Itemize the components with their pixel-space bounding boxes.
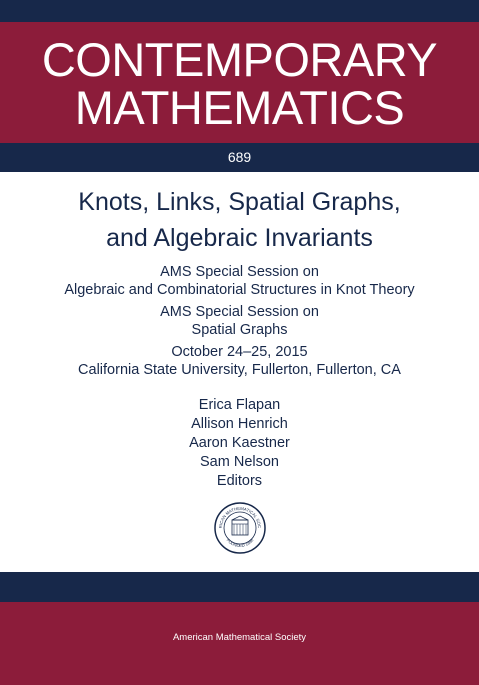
session2-heading: AMS Special Session on [160,304,319,320]
publisher-name: American Mathematical Society [172,632,307,643]
svg-text:AMERICAN MATHEMATICAL SOCIETY: RICAN MATHEMATICAL SOC [217,505,263,529]
event-dates: October 24–25, 2015 [171,344,308,360]
svg-text:FOUNDED 1888: FOUNDED 1888 [225,537,255,549]
ams-seal-icon [214,502,266,554]
editor-name: Aaron Kaestner [189,435,290,451]
editor-name: Erica Flapan [198,397,281,413]
book-title-line1: Knots, Links, Spatial Graphs, [78,188,401,216]
bottom-navy-stripe [0,572,479,602]
book-title-line2: and Algebraic Invariants [106,224,373,252]
series-title-line2: MATHEMATICS [74,81,405,134]
session2-topic: Spatial Graphs [191,322,288,338]
series-title-line1: CONTEMPORARY [41,33,438,86]
editor-name: Allison Henrich [191,416,288,432]
editor-name: Sam Nelson [200,454,279,470]
event-location: California State University, Fullerton, Fullerton, CA [78,362,401,378]
session1-topic: Algebraic and Combinatorial Structures in Knot Theory [64,282,415,298]
volume-number: 689 [0,143,479,172]
session1-heading: AMS Special Session on [160,264,319,280]
top-navy-stripe [0,0,479,22]
editors-label: Editors [216,473,263,489]
